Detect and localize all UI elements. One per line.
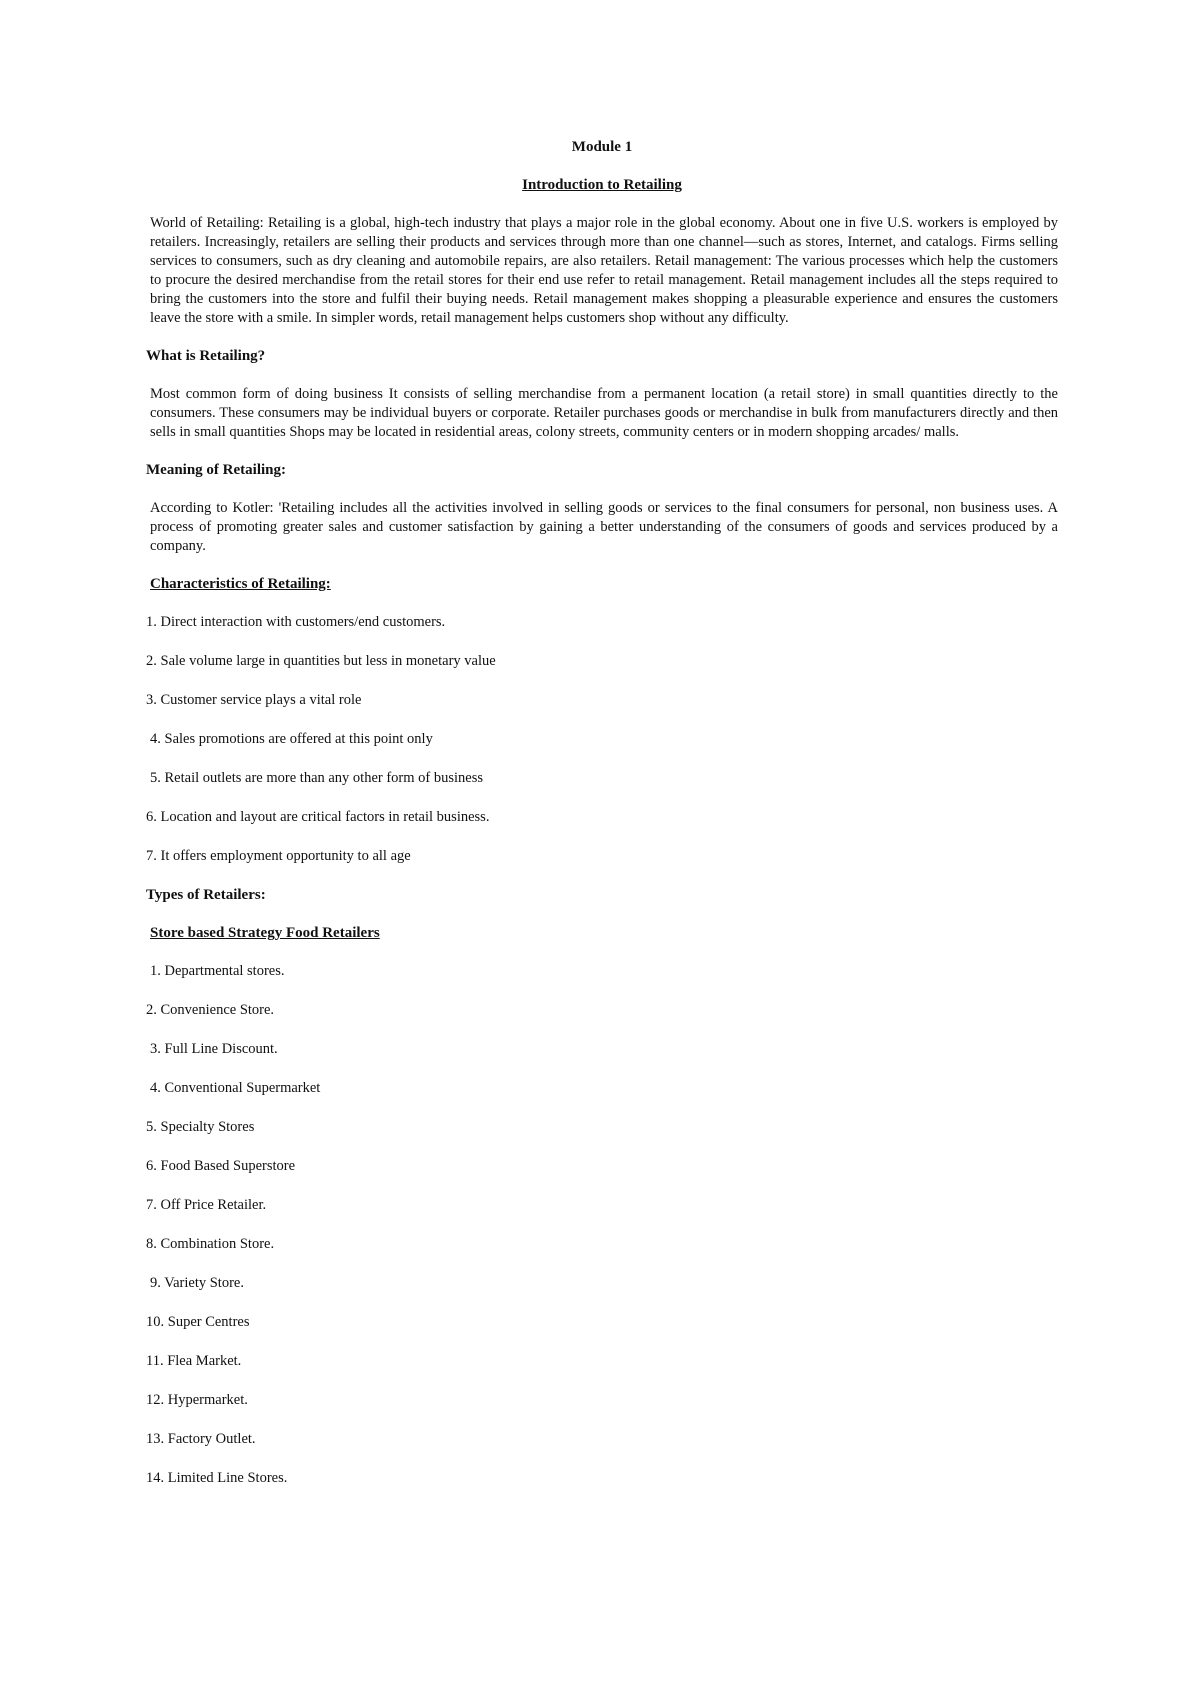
list-item: 10. Super Centres bbox=[146, 1314, 250, 1330]
list-item: 1. Direct interaction with customers/end customers. bbox=[146, 614, 446, 630]
list-item: 4. Sales promotions are offered at this point only bbox=[150, 731, 433, 747]
list-item: 8. Combination Store. bbox=[146, 1236, 275, 1252]
list-item: 4. Conventional Supermarket bbox=[150, 1080, 321, 1096]
list-item: 7. It offers employment opportunity to all age bbox=[146, 848, 411, 864]
what-heading: What is Retailing? bbox=[146, 348, 266, 364]
list-item: 3. Customer service plays a vital role bbox=[146, 692, 362, 708]
list-item: 2. Convenience Store. bbox=[146, 1002, 275, 1018]
list-item: 6. Location and layout are critical factors in retail business. bbox=[146, 809, 490, 825]
intro-paragraph: World of Retailing: Retailing is a global, high-tech industry that plays a major role in the global economy. About one in five U.S. workers is employed by retailers. Increasingly, retailers are selling their products and services through more than one channel—such as stores, Internet, and catalogs. Firms selling services to consumers, such as dry cleaning and automobile repairs, are also retailers. Retail management: The various processes which help the customers to procure the desired merchandise from the retail stores for their end use refer to retail management. Retail management includes all the steps required to bring the customers into the store and fulfil their buying needs. Retail management makes shopping a pleasurable experience and ensures the customers leave the store with a smile. In simpler words, retail management helps customers shop without any difficulty. bbox=[150, 215, 1058, 326]
document-page bbox=[146, 138, 1058, 1508]
characteristics-list bbox=[146, 613, 1058, 866]
list-item: 14. Limited Line Stores. bbox=[146, 1470, 288, 1486]
characteristics-heading: Characteristics of Retailing: bbox=[150, 576, 331, 592]
list-item: 2. Sale volume large in quantities but less in monetary value bbox=[146, 653, 496, 669]
list-item: 9. Variety Store. bbox=[150, 1275, 244, 1291]
module-title: Module 1 bbox=[571, 139, 633, 155]
list-item: 13. Factory Outlet. bbox=[146, 1431, 256, 1447]
list-item: 1. Departmental stores. bbox=[150, 963, 285, 979]
list-item: 11. Flea Market. bbox=[146, 1353, 242, 1369]
intro-title: Introduction to Retailing bbox=[522, 177, 682, 193]
list-item: 3. Full Line Discount. bbox=[150, 1041, 278, 1057]
meaning-paragraph: According to Kotler: 'Retailing includes all the activities involved in selling goods or services to the final consumers for personal, non business uses. A process of promoting greater sales and customer satisfaction by gaining a better understanding of the consumers of goods and services produced by a company. bbox=[150, 500, 1058, 554]
list-item: 5. Specialty Stores bbox=[146, 1119, 255, 1135]
what-paragraph: Most common form of doing business It consists of selling merchandise from a permanent location (a retail store) in small quantities directly to the consumers. These consumers may be individual buyers or corporate. Retailer purchases goods or merchandise in bulk from manufacturers directly and then sells in small quantities Shops may be located in residential areas, colony streets, community centers or in modern shopping arcades/ malls. bbox=[150, 386, 1058, 440]
store-heading: Store based Strategy Food Retailers bbox=[150, 925, 380, 941]
list-item: 6. Food Based Superstore bbox=[146, 1158, 296, 1174]
types-heading: Types of Retailers: bbox=[146, 887, 266, 903]
list-item: 12. Hypermarket. bbox=[146, 1392, 248, 1408]
list-item: 5. Retail outlets are more than any other form of business bbox=[150, 770, 484, 786]
list-item: 7. Off Price Retailer. bbox=[146, 1197, 267, 1213]
meaning-heading: Meaning of Retailing: bbox=[146, 462, 286, 478]
store-types-list bbox=[146, 962, 1058, 1488]
